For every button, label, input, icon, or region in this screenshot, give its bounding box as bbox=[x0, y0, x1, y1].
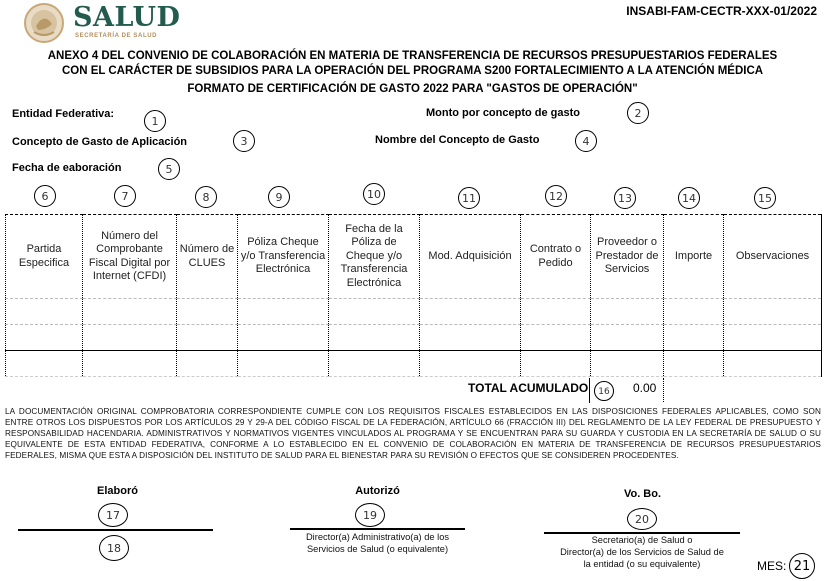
title-line-2: CON EL CARÁCTER DE SUBSIDIOS PARA LA OPERACIÓN DEL PROGRAMA S200 FORTALECIMIENTO A LA ATENCIÓN MÉDICA bbox=[61, 65, 764, 77]
marker-15: 15 bbox=[754, 187, 776, 209]
table-cell[interactable] bbox=[83, 351, 177, 377]
expense-table bbox=[5, 214, 822, 377]
table-cell[interactable] bbox=[329, 325, 420, 351]
secretaria-de-salud-subtext: SECRETARÍA DE SALUD bbox=[75, 33, 158, 39]
vobo-title: Vo. Bo. bbox=[623, 488, 662, 500]
table-cell[interactable] bbox=[664, 299, 724, 325]
table-cell[interactable] bbox=[664, 351, 724, 377]
marker-20: 20 bbox=[627, 508, 657, 530]
salud-logo-text: SALUD bbox=[73, 2, 181, 33]
table-cell[interactable] bbox=[724, 351, 822, 377]
table-cell[interactable] bbox=[83, 325, 177, 351]
marker-8: 8 bbox=[195, 186, 217, 208]
marker-4: 4 bbox=[575, 130, 597, 152]
table-cell[interactable] bbox=[521, 299, 591, 325]
col-header-contrato: Contrato o Pedido bbox=[521, 215, 591, 299]
table-cell[interactable] bbox=[329, 351, 420, 377]
total-value: 0.00 bbox=[633, 381, 657, 395]
marker-9: 9 bbox=[268, 186, 290, 208]
table-cell[interactable] bbox=[238, 299, 329, 325]
table-cell[interactable] bbox=[6, 325, 83, 351]
table-row bbox=[6, 299, 822, 325]
autorizo-title: Autorizó bbox=[355, 485, 400, 497]
col-header-clues: Número de CLUES bbox=[177, 215, 238, 299]
col-header-importe: Importe bbox=[664, 215, 724, 299]
col-header-observaciones: Observaciones bbox=[724, 215, 822, 299]
table-cell[interactable] bbox=[177, 299, 238, 325]
vobo-caption-line-3: la entidad (o su equivalente) bbox=[583, 559, 701, 569]
vobo-caption-line-2: Director(a) de los Servicios de Salud de bbox=[560, 547, 724, 557]
monto-concepto-label: Monto por concepto de gasto bbox=[426, 107, 580, 119]
autorizo-caption-line-2: Servicios de Salud (o equivalente) bbox=[306, 544, 449, 554]
marker-18: 18 bbox=[99, 535, 129, 561]
col-header-fecha-poliza: Fecha de la Póliza de Cheque y/o Transferencia Electrónica bbox=[329, 215, 420, 299]
table-cell[interactable] bbox=[420, 351, 521, 377]
marker-12: 12 bbox=[545, 185, 567, 207]
mexico-seal-logo bbox=[22, 2, 66, 44]
concepto-gasto-aplicacion-label: Concepto de Gasto de Aplicación bbox=[12, 136, 188, 148]
table-cell[interactable] bbox=[6, 351, 83, 377]
document-code: INSABI-FAM-CECTR-XXX-01/2022 bbox=[626, 4, 817, 18]
table-cell[interactable] bbox=[420, 299, 521, 325]
col-header-poliza: Póliza Cheque y/o Transferencia Electrónica bbox=[238, 215, 329, 299]
table-cell[interactable] bbox=[83, 299, 177, 325]
marker-14: 14 bbox=[678, 187, 700, 209]
table-row bbox=[6, 325, 822, 351]
table-cell[interactable] bbox=[591, 351, 664, 377]
table-header-row bbox=[6, 215, 822, 299]
fecha-elaboracion-label: Fecha de eaboración bbox=[12, 162, 122, 174]
table-cell[interactable] bbox=[177, 351, 238, 377]
marker-10: 10 bbox=[363, 183, 385, 205]
table-row bbox=[6, 351, 822, 377]
table-cell[interactable] bbox=[177, 325, 238, 351]
vobo-caption-line-1: Secretario(a) de Salud o bbox=[591, 535, 693, 545]
table-cell[interactable] bbox=[420, 325, 521, 351]
marker-17: 17 bbox=[98, 503, 128, 527]
title-line-1: ANEXO 4 DEL CONVENIO DE COLABORACIÓN EN MATERIA DE TRANSFERENCIA DE RECURSOS PRESUPUESTARIOS FEDERALES bbox=[47, 50, 778, 62]
total-separator bbox=[589, 378, 590, 403]
total-divider bbox=[663, 378, 664, 402]
legal-certification-text: LA DOCUMENTACIÓN ORIGINAL COMPROBATORIA CORRESPONDIENTE CUMPLE CON LOS REQUISITOS FISCALES ESTABLECIDOS EN LAS DISPOSICIONES FEDERALES APLICABLES, COMO SON ENTRE OTROS LOS DISPUESTOS POR LOS ARTÍCULOS 29 Y 29-A DEL CÓDIGO FISCAL DE LA FEDERACIÓN, ARTÍCULO 66 (FRACCIÓN III) DEL REGLAMENTO DE LA LEY FEDERAL DE PRESUPUESTO Y RESPONSABILIDAD HACENDARIA. ADMINISTRATIVOS Y NORMATIVOS VIGENTES VINCULADOS AL PROGRAMA Y SE ENCUENTRAN PARA SU GUARDA Y CUSTODIA EN LA SECRETARÍA DE SALUD O SU EQUIVALENTE DE ESTA ENTIDAD FEDERATIVA, CONFORME A LO ESTABLECIDO EN EL CONVENIO DE COLABORACIÓN EN MATERIA DE TRANSFERENCIA DE RECURSOS PRESUPUESTARIOS FEDERALES, MISMA QUE ESTA A DISPOSICIÓN DEL INSTITUTO DE SALUD PARA EL BIENESTAR PARA SU REVISIÓN O EFECTOS QUE SE CONSIDEREN PROCEDENTES. bbox=[5, 407, 821, 460]
marker-11: 11 bbox=[458, 187, 480, 209]
entidad-federativa-label: Entidad Federativa: bbox=[12, 108, 115, 120]
autorizo-signature-line bbox=[290, 528, 465, 530]
table-cell[interactable] bbox=[724, 325, 822, 351]
table-cell[interactable] bbox=[238, 325, 329, 351]
table-cell[interactable] bbox=[238, 351, 329, 377]
col-header-proveedor: Proveedor o Prestador de Servicios bbox=[591, 215, 664, 299]
marker-21: 21 bbox=[789, 553, 815, 579]
marker-3: 3 bbox=[233, 130, 255, 152]
table-cell[interactable] bbox=[664, 325, 724, 351]
marker-16: 16 bbox=[594, 381, 614, 401]
elaboro-title: Elaboró bbox=[97, 485, 138, 497]
col-header-partida: Partida Especifica bbox=[6, 215, 83, 299]
total-acumulado-label: TOTAL ACUMULADO bbox=[468, 381, 589, 395]
marker-6: 6 bbox=[34, 185, 56, 207]
table-cell[interactable] bbox=[521, 325, 591, 351]
table-cell[interactable] bbox=[329, 299, 420, 325]
marker-19: 19 bbox=[355, 503, 385, 527]
title-line-3: FORMATO DE CERTIFICACIÓN DE GASTO 2022 PARA "GASTOS DE OPERACIÓN" bbox=[187, 83, 638, 95]
marker-5: 5 bbox=[158, 158, 180, 180]
table-cell[interactable] bbox=[6, 299, 83, 325]
table-cell[interactable] bbox=[591, 325, 664, 351]
marker-13: 13 bbox=[614, 187, 636, 209]
elaboro-signature-line bbox=[18, 529, 213, 531]
marker-1: 1 bbox=[144, 110, 166, 132]
table-cell[interactable] bbox=[591, 299, 664, 325]
marker-2: 2 bbox=[627, 102, 649, 124]
table-cell[interactable] bbox=[724, 299, 822, 325]
marker-7: 7 bbox=[114, 185, 136, 207]
col-header-cfdi: Número del Comprobante Fiscal Digital por Internet (CFDI) bbox=[83, 215, 177, 299]
autorizo-caption-line-1: Director(a) Administrativo(a) de los bbox=[305, 532, 450, 542]
mes-label: MES: bbox=[757, 559, 787, 573]
nombre-concepto-gasto-label: Nombre del Concepto de Gasto bbox=[375, 134, 540, 146]
table-cell[interactable] bbox=[521, 351, 591, 377]
col-header-mod-adquisicion: Mod. Adquisición bbox=[420, 215, 521, 299]
